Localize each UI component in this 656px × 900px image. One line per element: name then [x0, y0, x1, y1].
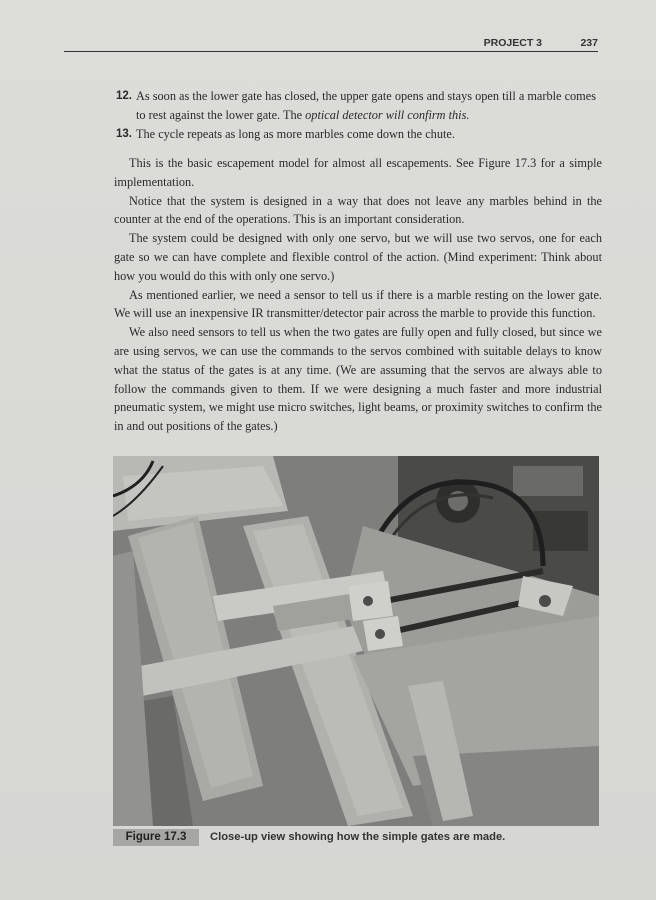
figure-photo — [113, 456, 599, 826]
step-item — [116, 87, 602, 125]
paragraph: The system could be designed with only one servo, but we will use two servos, one for each gate so we can have complete and flexible control of the action. (Mind experiment: Think about how you would do this with only one servo.) — [114, 231, 602, 283]
step-text: The cycle repeats as long as more marbles come down the chute. — [136, 127, 455, 141]
step-emphasis: optical detector will confirm this. — [305, 108, 470, 122]
step-number: 12. — [116, 90, 132, 102]
paragraph: We also need sensors to tell us when the two gates are fully open and fully closed, but since we are using servos, we can use the commands to the servos combined with suitable delays to know what the status of the gates is at any time. (We are assuming that the servos are always able to follow the commands given to them. If we were designing a much faster and more industrial pneumatic system, we might use micro switches, light beams, or proximity switches to confirm the in and out positions of the gates.) — [114, 325, 602, 434]
body-text — [114, 154, 602, 436]
figure-label: Figure 17.3 — [113, 829, 199, 846]
header-project-label: PROJECT 3 — [483, 37, 542, 49]
step-number: 13. — [116, 128, 132, 140]
figure-caption — [113, 829, 599, 847]
step-text: As soon as the lower gate has closed, the upper gate opens and stays open till a marble comes to rest against the lower gate. The — [136, 89, 596, 122]
numbered-steps — [116, 87, 602, 144]
paragraph: This is the basic escapement model for almost all escapements. See Figure 17.3 for a simple implementation. — [114, 156, 602, 189]
paragraph: As mentioned earlier, we need a sensor to tell us if there is a marble resting on the lower gate. We will use an inexpensive IR transmitter/detector pair across the marble to provide this function. — [114, 287, 602, 321]
figure-caption-text: Close-up view showing how the simple gates are made. — [210, 831, 506, 843]
paragraph: Notice that the system is designed in a way that does not leave any marbles behind in the counter at the end of the operations. This is an important consideration. — [114, 193, 602, 227]
step-item — [116, 125, 602, 144]
page-number: 237 — [580, 37, 598, 49]
running-header — [64, 37, 598, 52]
